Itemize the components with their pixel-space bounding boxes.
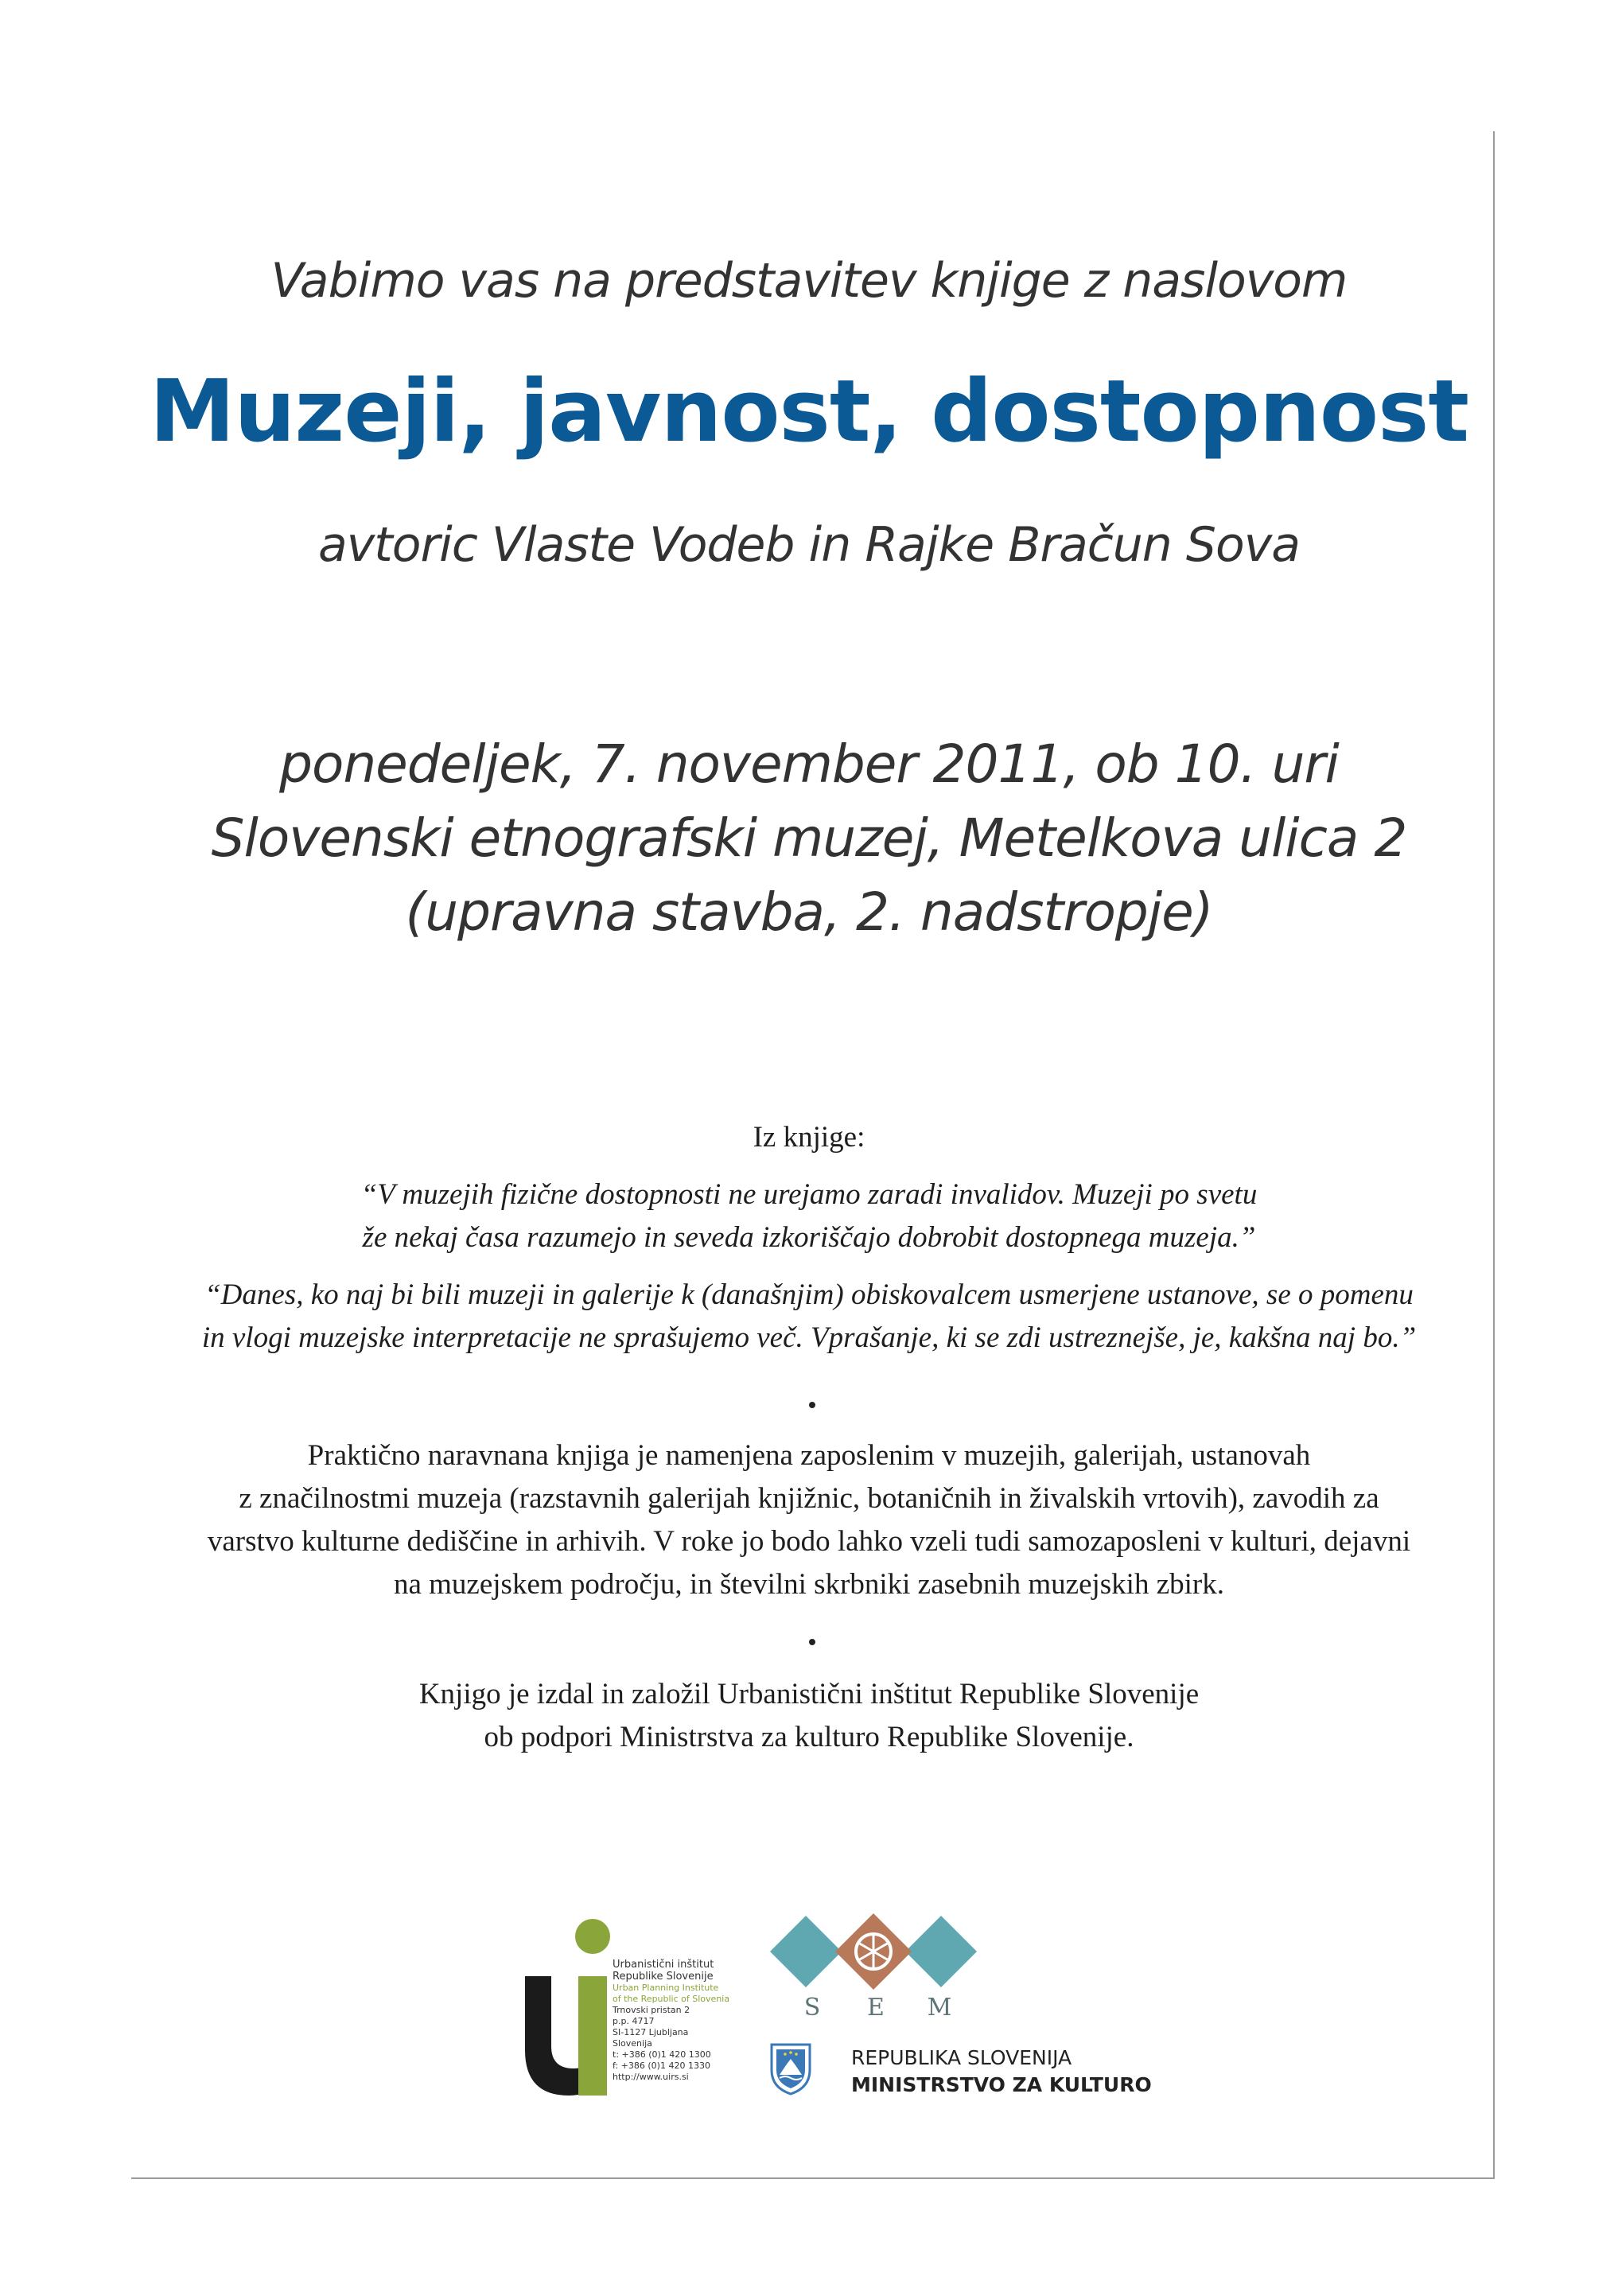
ministry-line2: MINISTRSTVO ZA KULTURO <box>851 2073 1152 2096</box>
description-line2: z značilnostmi muzeja (razstavnih galerijah knjižnic, botaničnih in živalskih vrtovih), zavodih za <box>239 1482 1379 1515</box>
coat-of-arms-icon <box>770 2043 811 2096</box>
publisher-line2: ob podpori Ministrstva za kulturo Republike Slovenije. <box>484 1721 1134 1753</box>
quote1-line1: “V muzejih fizične dostopnosti ne urejamo zaradi invalidov. Muzeji po svetu <box>360 1178 1258 1211</box>
event-venue: Slovenski etnografski muzej, Metelkova ulica 2 <box>211 807 1407 869</box>
description-line1: Praktično naravnana knjiga je namenjena zaposlenim v muzejih, galerijah, ustanovah <box>307 1439 1311 1472</box>
uirs-info: Urbanistični inštitut Republike Slovenije Urban Planning Institute of the Republic of Slovenia Trnovski pristan 2 p.p. 4717 SI-1127 Ljubljana Slovenija t: +386 (0)1 420 1300 f: +386 (0)1 420 1330 http://www.uirs.si <box>613 1959 730 2082</box>
quote2-line1: “Danes, ko naj bi bili muzeji in galerije k (današnjim) obiskovalcem usmerjene ustanove, se o pomenu <box>204 1278 1414 1311</box>
description-line3: varstvo kulturne dediščine in arhivih. V roke jo bodo lahko vzeli tudi samozaposleni v kulturi, dejavni <box>207 1525 1411 1558</box>
publisher-line1: Knjigo je izdal in založil Urbanistični inštitut Republike Slovenije <box>418 1678 1200 1710</box>
quote2-line2: in vlogi muzejske interpretacije ne sprašujemo več. Vprašanje, ki se zdi ustreznejše, je, kakšna naj bo.” <box>201 1321 1417 1354</box>
ministry-line1: REPUBLIKA SLOVENIJA <box>851 2046 1072 2069</box>
separator-dot <box>809 1402 815 1408</box>
event-datetime: ponedeljek, 7. november 2011, ob 10. uri <box>279 734 1339 795</box>
description-line4: na muzejskem področju, in številni skrbniki zasebnih muzejskih zbirk. <box>393 1568 1224 1601</box>
separator-dot <box>809 1639 815 1645</box>
sem-letters: S E M <box>803 1994 954 2022</box>
excerpt-heading: Iz knjige: <box>753 1121 865 1154</box>
event-room: (upravna stavba, 2. nadstropje) <box>405 881 1213 943</box>
quote1-line2: že nekaj časa razumejo in seveda izkoriščajo dobrobit dostopnega muzeja.” <box>362 1221 1256 1254</box>
authors-line: avtoric Vlaste Vodeb in Rajke Bračun Sova <box>318 517 1300 573</box>
page-border-bottom <box>131 2177 1495 2179</box>
book-title: Muzeji, javnost, dostopnost <box>150 362 1468 461</box>
invitation-line: Vabimo vas na predstavitev knjige z naslovom <box>270 253 1348 309</box>
